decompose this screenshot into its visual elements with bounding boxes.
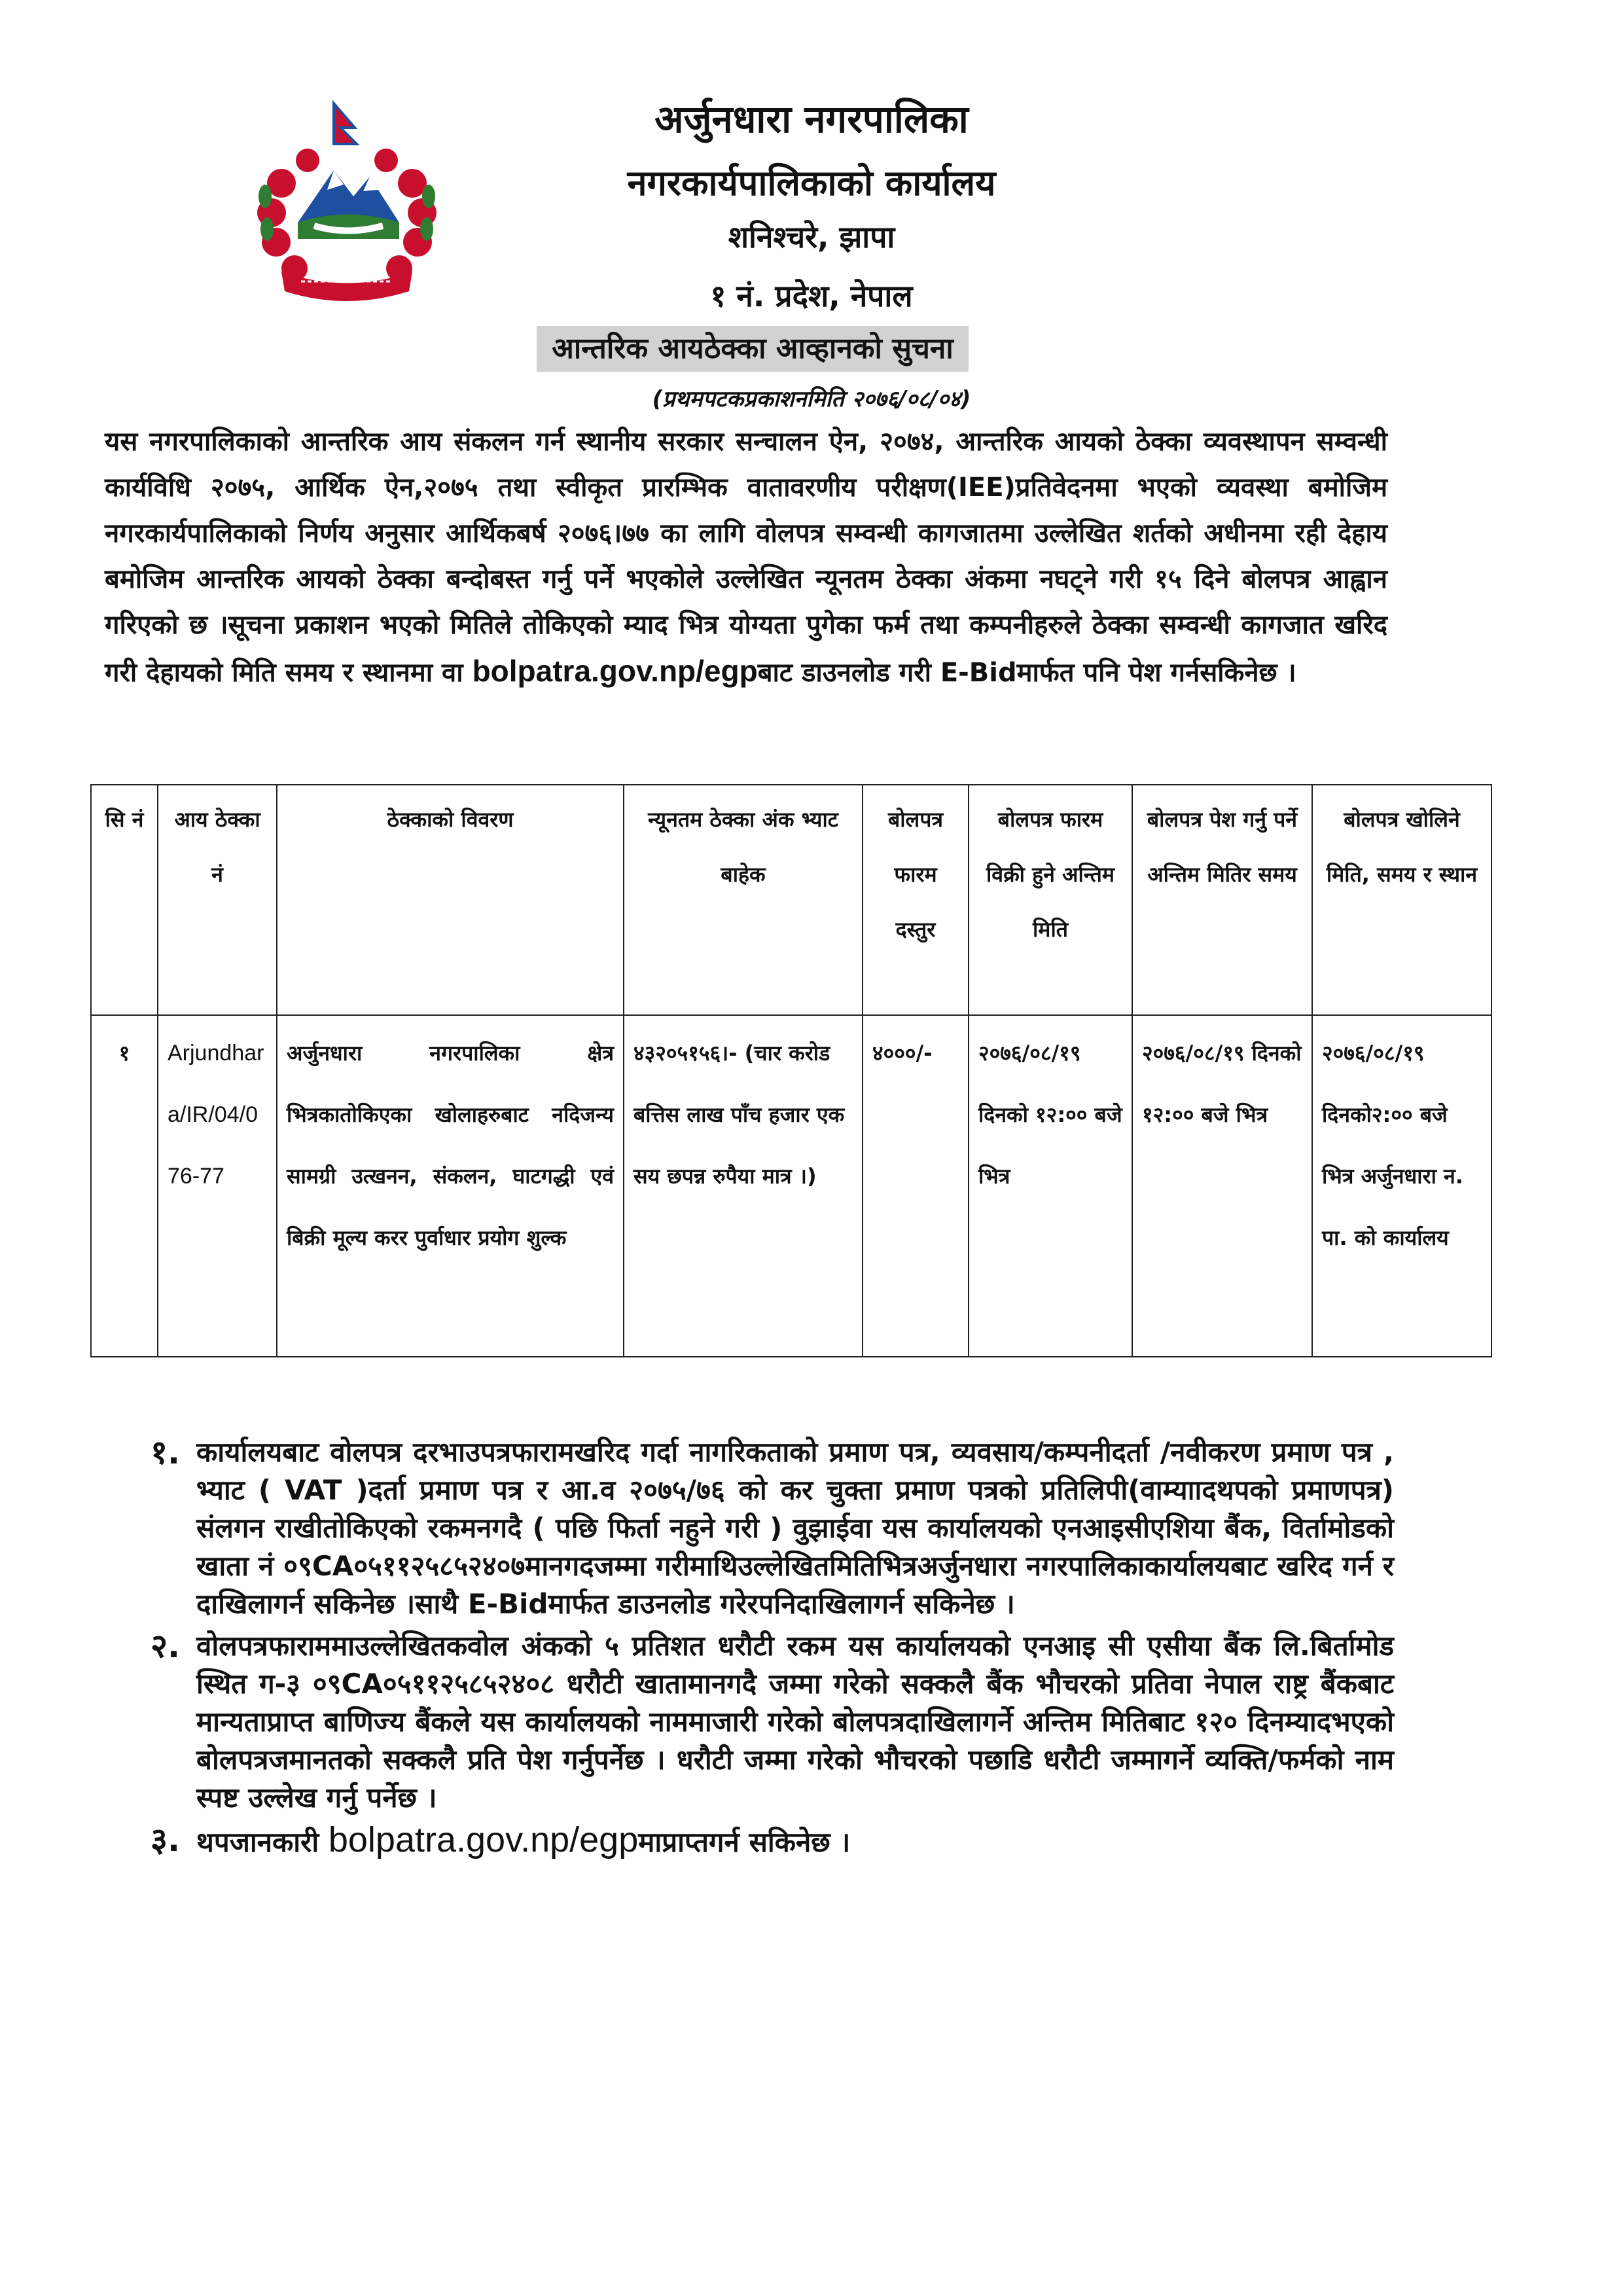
condition-item xyxy=(151,1433,1394,1623)
cell-form-fee: ४०००/- xyxy=(863,1015,969,1357)
notice-title: आन्तरिक आयठेक्का आव्हानको सुचना xyxy=(537,326,969,372)
egp-link[interactable]: bolpatra.gov.np/egp xyxy=(328,1820,639,1859)
publish-date: (प्रथमपटकप्रकाशनमिति २०७६/०८/०४) xyxy=(652,386,971,412)
province-country: १ नं. प्रदेश, नेपाल xyxy=(710,278,913,314)
col-header-sale-deadline: बोलपत्र फारम विक्री हुने अन्तिम मिति xyxy=(969,785,1132,1015)
col-header-min-amount: न्यूनतम ठेक्का अंक भ्याट बाहेक xyxy=(624,785,863,1015)
table-header-row xyxy=(91,785,1491,1015)
condition-text: कार्यालयबाट वोलपत्र दरभाउपत्रफारामखरिद गर्दा नागरिकताको प्रमाण पत्र, व्यवसाय/कम्पनीदर्ता /नवीकरण प्रमाण पत्र , भ्याट ( VAT )दर्ता प्रमाण पत्र र आ.व २०७५/७६ को कर चुक्ता प्रमाण पत्रको प्रतिलिपी(वाम्याादथपको प्रमाणपत्र) संलगन राखीतोकिएको रकमनगदै ( पछि फिर्ता नहुने गरी ) वुझाईवा यस कार्यालयको एनआइसीएशिया बैंक, विर्तामोडको खाता नं ०९CA०५११२५८५२४०७मानगदजम्मा गरीमाथिउल्लेखितमितिभित्रअर्जुनधारा नगरपालिकाकार्यालयबाट खरिद गर्न र दाखिलागर्न सकिनेछ ।साथै E-Bidमार्फत डाउनलोड गरेरपनिदाखिलागर्न सकिनेछ । xyxy=(196,1436,1394,1620)
col-header-contract-no: आय ठेक्का नं xyxy=(158,785,277,1015)
cell-min-amount: ४३२०५१५६।- (चार करोड बत्तिस लाख पाँच हजार एक सय छपन्न रुपैया मात्र ।) xyxy=(624,1015,863,1357)
conditions-list xyxy=(151,1433,1394,1865)
intro-text-after: बाट डाउनलोड गरी E-Bidमार्फत पनि पेश गर्नसकिनेछ । xyxy=(757,658,1296,688)
tender-table xyxy=(90,784,1492,1357)
condition-text: वोलपत्रफाराममाउल्लेखितकवोल अंकको ५ प्रतिशत धरौटी रकम यस कार्यालयको एनआइ सी एसीया बैंक लि.बिर्तामोड स्थित ग-३ ०९CA०५११२५८५२४०८ धरौटी खातामानगदै जम्मा गरेको सक्कलै बैंक भौचरको प्रतिवा नेपाल राष्ट्र बैंकबाट मान्यताप्राप्त बाणिज्य बैंकले यस कार्यालयको नाममाजारी गरेको बोलपत्रदाखिलागर्ने अन्तिम मितिबाट १२० दिनम्यादभएको बोलपत्रजमानतको सक्कलै प्रति पेश गर्नुपर्नेछ । धरौटी जम्मा गरेको भौचरको पछाडि धरौटी जम्मागर्ने व्यक्ति/फर्मको नाम स्पष्ट उल्लेख गर्नु पर्नेछ । xyxy=(196,1630,1394,1814)
intro-paragraph xyxy=(105,419,1387,696)
condition-text: थपजानकारी xyxy=(196,1826,329,1858)
cell-contract-no: Arjundhara/IR/04/076-77 xyxy=(158,1015,277,1357)
cell-sn: १ xyxy=(91,1015,158,1357)
condition-number: १. xyxy=(151,1433,180,1471)
col-header-form-fee: बोलपत्र फारम दस्तुर xyxy=(863,785,969,1015)
condition-number: ३. xyxy=(151,1821,180,1859)
intro-text: यस नगरपालिकाको आन्तरिक आय संकलन गर्न स्थानीय सरकार सन्चालन ऐन, २०७४, आन्तरिक आयको ठेक्का व्यवस्थापन सम्वन्धी कार्यविधि २०७५, आर्थिक ऐन,२०७५ तथा स्वीकृत प्रारम्भिक वातावरणीय परीक्षण(IEE)प्रतिवेदनमा भएको व्यवस्था बमोजिम नगरकार्यपालिकाको निर्णय अनुसार आर्थिकबर्ष २०७६।७७ का लागि वोलपत्र सम्वन्धी कागजातमा उल्लेखित शर्तको अधीनमा रही देहाय बमोजिम आन्तरिक आयको ठेक्का बन्दोबस्त गर्नु पर्ने भएकोले उल्लेखित न्यूनतम ठेक्का अंकमा नघट्ने गरी १५ दिने बोलपत्र आह्वान गरिएको छ ।सूचना प्रकाशन भएको मितिले तोकिएको म्याद भित्र योग्यता पुगेका फर्म तथा कम्पनीहरुले ठेक्का सम्वन्धी कागजात खरिद गरी देहायको मिति समय र स्थानमा वा xyxy=(105,427,1387,688)
org-name: अर्जुनधारा नगरपालिका xyxy=(654,97,969,141)
col-header-description: ठेक्काको विवरण xyxy=(277,785,624,1015)
col-header-sn: सि नं xyxy=(91,785,158,1015)
office-location: शनिश्चरे, झापा xyxy=(728,219,895,255)
col-header-opening: बोलपत्र खोलिने मिति, समय र स्थान xyxy=(1312,785,1491,1015)
condition-item xyxy=(151,1821,1394,1861)
col-header-submit-deadline: बोलपत्र पेश गर्नु पर्ने अन्तिम मितिर समय xyxy=(1132,785,1312,1015)
egp-link[interactable]: bolpatra.gov.np/egp xyxy=(472,654,758,688)
cell-opening: २०७६/०८/१९ दिनको२:०० बजे भित्र अर्जुनधारा न. पा. को कार्यालय xyxy=(1312,1015,1491,1357)
condition-number: २. xyxy=(151,1627,180,1665)
cell-submit-deadline: २०७६/०८/१९ दिनको १२:०० बजे भित्र xyxy=(1132,1015,1312,1357)
office-name: नगरकार्यपालिकाको कार्यालय xyxy=(627,162,996,204)
condition-item xyxy=(151,1627,1394,1817)
cell-sale-deadline: २०७६/०८/१९ दिनको १२:०० बजे भित्र xyxy=(969,1015,1132,1357)
table-row xyxy=(91,1015,1491,1357)
cell-description: अर्जुनधारा नगरपालिका क्षेत्र भित्रकातोकिएका खोलाहरुबाट नदिजन्य सामग्री उत्खनन, संकलन, घाटगद्धी एवं बिक्री मूल्य करर पुर्वाधार प्रयोग शुल्क xyxy=(277,1015,624,1357)
condition-text-after: माप्राप्तगर्न सकिनेछ । xyxy=(638,1826,851,1858)
